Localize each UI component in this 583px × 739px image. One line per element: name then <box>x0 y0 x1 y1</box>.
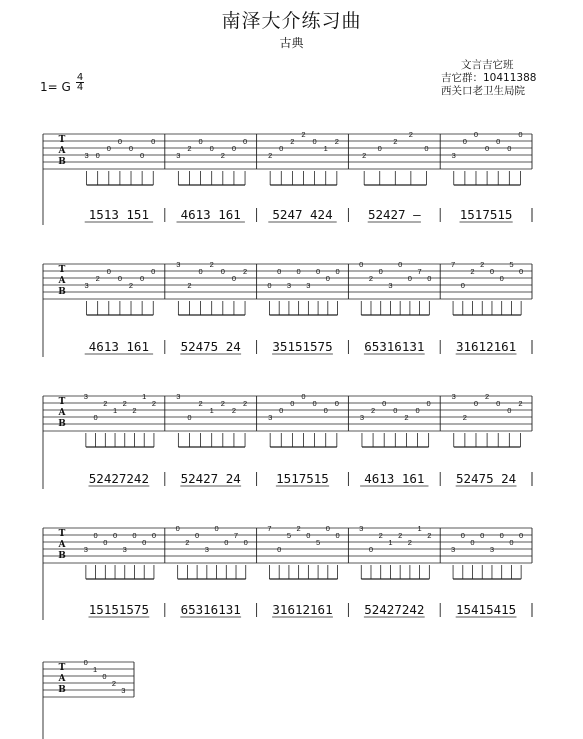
fret-number: 0 <box>485 143 490 153</box>
fret-number: 3 <box>204 544 209 554</box>
jianpu-measure: 35151575 <box>272 339 333 354</box>
fret-number: 0 <box>460 530 465 540</box>
jianpu-measure: 15415415 <box>455 602 517 617</box>
fret-number: 0 <box>335 266 340 276</box>
fret-number: 2 <box>485 391 490 401</box>
jianpu-measure: 52427 – <box>367 207 421 222</box>
fret-number: 3 <box>359 523 364 533</box>
fret-number: 7 <box>233 530 239 540</box>
fret-number: 2 <box>368 273 374 283</box>
fret-number: 2 <box>518 398 523 408</box>
fret-number: 0 <box>112 530 118 540</box>
fret-number: 0 <box>509 537 514 547</box>
fret-number: 2 <box>187 280 192 290</box>
fret-number: 0 <box>151 530 157 540</box>
fret-number: 0 <box>359 259 364 269</box>
fret-number: 0 <box>473 129 479 139</box>
fret-number: 2 <box>151 398 157 408</box>
key-signature: 1= G <box>40 80 71 94</box>
fret-number: 0 <box>95 150 100 160</box>
fret-number: 0 <box>316 266 321 276</box>
fret-number: 0 <box>93 530 98 540</box>
fret-number: 0 <box>267 280 272 290</box>
fret-number: 0 <box>424 143 429 153</box>
fret-number: 0 <box>334 398 339 408</box>
fret-number: 0 <box>132 530 137 540</box>
fret-number: 2 <box>480 259 485 269</box>
fret-number: 0 <box>312 136 317 146</box>
jianpu-measure: 52475 24 <box>455 471 517 486</box>
fret-number: 0 <box>335 530 340 540</box>
jianpu-measure: 31612161 <box>272 602 333 617</box>
fret-number: 2 <box>185 537 190 547</box>
fret-number: 0 <box>306 530 311 540</box>
fret-number: 0 <box>378 266 383 276</box>
fret-number: 0 <box>231 143 237 153</box>
jianpu-measure: 52427 24 <box>180 471 241 486</box>
fret-number: 0 <box>496 398 501 408</box>
fret-number: 0 <box>243 537 248 547</box>
fret-number: 2 <box>242 398 248 408</box>
jianpu-measure: 52427242 <box>88 471 150 486</box>
jianpu-measure: 4613 161 <box>88 339 150 354</box>
fret-number: 1 <box>112 405 118 415</box>
tab-clef-letter: A <box>58 408 66 418</box>
meter-top: 4 <box>76 72 84 83</box>
fret-number: 1 <box>417 523 422 533</box>
fret-number: 0 <box>117 136 122 146</box>
fret-number: 2 <box>404 412 409 422</box>
fret-number: 2 <box>301 129 306 139</box>
fret-number: 0 <box>377 143 382 153</box>
tab-clef-letter: T <box>58 135 66 145</box>
tab-clef-letter: B <box>58 157 66 167</box>
fret-number: 1 <box>209 405 214 415</box>
fret-number: 0 <box>427 273 432 283</box>
fret-number: 0 <box>279 143 284 153</box>
tab-clef-letter: T <box>58 265 66 275</box>
fret-number: 1 <box>388 537 393 547</box>
fret-number: 0 <box>499 530 504 540</box>
fret-number: 0 <box>323 405 328 415</box>
jianpu-measure: 65316131 <box>364 339 425 354</box>
fret-number: 0 <box>462 136 467 146</box>
fret-number: 0 <box>368 544 374 554</box>
fret-number: 0 <box>198 136 203 146</box>
tab-clef-letter: A <box>58 146 66 156</box>
fret-number: 3 <box>83 544 88 554</box>
fret-number: 3 <box>83 391 88 401</box>
tab-clef-letter: T <box>58 397 66 407</box>
fret-number: 0 <box>519 266 524 276</box>
fret-number: 3 <box>286 280 291 290</box>
fret-number: 2 <box>334 136 339 146</box>
jianpu-measure: 4613 161 <box>180 207 241 222</box>
tab-clef-letter: A <box>58 540 66 550</box>
fret-number: 7 <box>267 523 272 533</box>
fret-number: 2 <box>122 398 127 408</box>
fret-number: 2 <box>231 405 237 415</box>
fret-number: 0 <box>209 143 214 153</box>
tab-clef-letter: T <box>58 529 66 539</box>
fret-number: 3 <box>121 685 126 695</box>
fret-number: 3 <box>451 391 456 401</box>
tab-clef-letter: A <box>58 276 66 286</box>
fret-number: 0 <box>470 537 475 547</box>
fret-number: 7 <box>450 259 456 269</box>
fret-number: 0 <box>415 405 420 415</box>
tab-clef-letter: B <box>58 685 66 695</box>
tab-clef-letter: B <box>58 551 66 561</box>
fret-number: 2 <box>198 398 203 408</box>
fret-number: 2 <box>132 405 137 415</box>
fret-number: 1 <box>142 391 147 401</box>
fret-number: 0 <box>279 405 284 415</box>
fret-number: 0 <box>382 398 387 408</box>
fret-number: 0 <box>507 143 512 153</box>
fret-number: 0 <box>93 412 98 422</box>
fret-number: 0 <box>106 266 111 276</box>
fret-number: 0 <box>151 136 156 146</box>
jianpu-measure: 65316131 <box>180 602 241 617</box>
fret-number: 0 <box>224 537 229 547</box>
fret-number: 0 <box>325 273 330 283</box>
fret-number: 3 <box>451 150 456 160</box>
tab-clef-letter: B <box>58 287 66 297</box>
jianpu-measure: 1513 151 <box>88 207 150 222</box>
fret-number: 0 <box>473 398 479 408</box>
fret-number: 0 <box>499 273 504 283</box>
fret-number: 2 <box>220 150 225 160</box>
fret-number: 0 <box>198 266 203 276</box>
jianpu-measure: 52475 24 <box>180 339 241 354</box>
fret-number: 3 <box>489 544 495 554</box>
fret-number: 2 <box>220 398 225 408</box>
fret-number: 0 <box>220 266 225 276</box>
fret-number: 3 <box>84 150 89 160</box>
fret-number: 0 <box>214 523 219 533</box>
fret-number: 5 <box>286 530 291 540</box>
fret-number: 2 <box>95 273 100 283</box>
fret-number: 3 <box>84 280 89 290</box>
fret-number: 0 <box>518 129 523 139</box>
fret-number: 0 <box>175 523 180 533</box>
tab-clef-letter: A <box>58 674 66 684</box>
fret-number: 2 <box>209 259 214 269</box>
fret-number: 0 <box>296 266 301 276</box>
fret-number: 2 <box>408 129 413 139</box>
fret-number: 0 <box>519 530 524 540</box>
fret-number: 1 <box>93 664 98 674</box>
jianpu-measure: 15151575 <box>88 602 150 617</box>
info-line: 文言吉它班 <box>461 59 514 71</box>
fret-number: 0 <box>398 259 403 269</box>
fret-number: 0 <box>142 537 147 547</box>
fret-number: 0 <box>407 273 412 283</box>
jianpu-measure: 52427242 <box>364 602 425 617</box>
fret-number: 2 <box>290 136 295 146</box>
fret-number: 0 <box>426 398 431 408</box>
fret-number: 0 <box>277 544 282 554</box>
fret-number: 0 <box>460 280 465 290</box>
fret-number: 0 <box>103 537 108 547</box>
fret-number: 0 <box>151 266 156 276</box>
fret-number: 1 <box>323 143 328 153</box>
tab-clef-letter: T <box>58 663 66 673</box>
fret-number: 2 <box>470 266 475 276</box>
fret-number: 5 <box>316 537 321 547</box>
fret-number: 2 <box>398 530 403 540</box>
fret-number: 0 <box>393 405 398 415</box>
fret-number: 0 <box>325 523 330 533</box>
fret-number: 7 <box>417 266 422 276</box>
fret-number: 0 <box>117 273 122 283</box>
fret-number: 0 <box>290 398 295 408</box>
info-line: 吉它群：10411388 <box>441 72 537 84</box>
fret-number: 0 <box>242 136 248 146</box>
score-subtitle: 古典 <box>279 36 304 50</box>
fret-number: 0 <box>312 398 317 408</box>
fret-number: 3 <box>268 412 273 422</box>
fret-number: 2 <box>378 530 383 540</box>
jianpu-measure: 5247 424 <box>272 207 333 222</box>
fret-number: 3 <box>176 259 181 269</box>
fret-number: 3 <box>359 412 365 422</box>
fret-number: 0 <box>195 530 200 540</box>
fret-number: 0 <box>507 405 512 415</box>
fret-number: 0 <box>140 150 145 160</box>
fret-number: 3 <box>388 280 393 290</box>
jianpu-measure: 1517515 <box>459 207 513 222</box>
fret-number: 0 <box>480 530 485 540</box>
meter-bottom: 4 <box>76 82 84 93</box>
fret-number: 0 <box>301 391 306 401</box>
fret-number: 2 <box>407 537 412 547</box>
fret-number: 2 <box>427 530 432 540</box>
fret-number: 0 <box>489 266 495 276</box>
fret-number: 2 <box>128 280 134 290</box>
fret-number: 2 <box>362 150 367 160</box>
fret-number: 0 <box>231 273 237 283</box>
fret-number: 3 <box>176 150 181 160</box>
fret-number: 3 <box>176 391 181 401</box>
fret-number: 2 <box>462 412 467 422</box>
fret-number: 3 <box>122 544 127 554</box>
score-title: 南泽大介练习曲 <box>221 10 362 32</box>
jianpu-measure: 1517515 <box>276 471 329 486</box>
fret-number: 0 <box>277 266 282 276</box>
fret-number: 0 <box>140 273 145 283</box>
fret-number: 0 <box>106 143 111 153</box>
fret-number: 2 <box>268 150 273 160</box>
fret-number: 2 <box>103 398 108 408</box>
fret-number: 2 <box>296 523 301 533</box>
fret-number: 2 <box>111 678 116 688</box>
fret-number: 5 <box>509 259 514 269</box>
jianpu-measure: 31612161 <box>455 339 517 354</box>
fret-number: 2 <box>242 266 248 276</box>
jianpu-measure: 4613 161 <box>364 471 425 486</box>
fret-number: 0 <box>128 143 134 153</box>
fret-number: 2 <box>370 405 376 415</box>
fret-number: 2 <box>393 136 398 146</box>
info-line: 西关口老卫生局院 <box>441 85 525 97</box>
fret-number: 3 <box>306 280 311 290</box>
tab-clef-letter: B <box>58 419 66 429</box>
fret-number: 2 <box>187 143 192 153</box>
fret-number: 0 <box>187 412 192 422</box>
fret-number: 0 <box>83 657 88 667</box>
fret-number: 3 <box>450 544 456 554</box>
fret-number: 0 <box>496 136 501 146</box>
fret-number: 0 <box>102 671 107 681</box>
